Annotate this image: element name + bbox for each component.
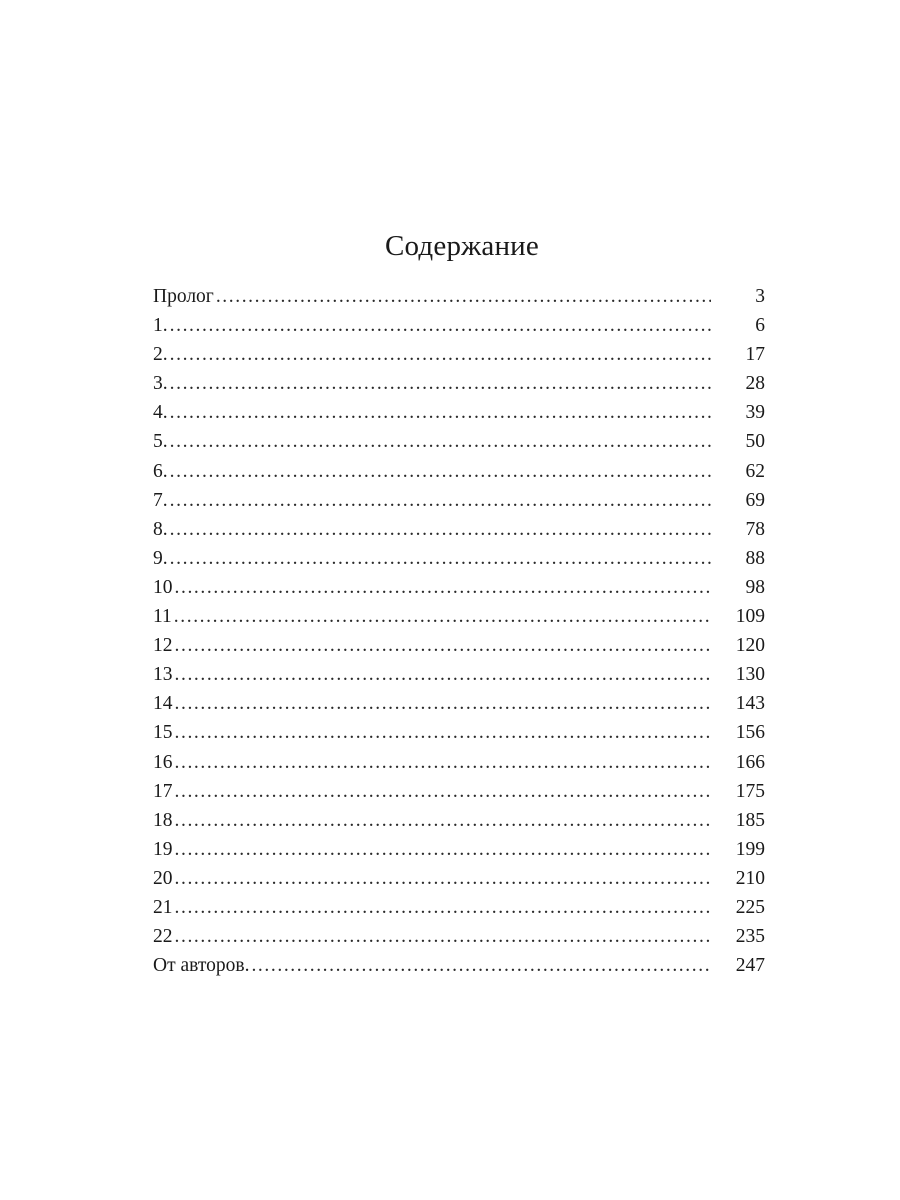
toc-entry-label: От авторов. <box>153 955 250 977</box>
dot-leader <box>175 893 712 922</box>
dot-leader <box>170 369 711 398</box>
dot-leader <box>175 631 712 660</box>
toc-entry-label: 15 <box>153 722 173 744</box>
toc-entry[interactable] <box>153 777 765 806</box>
dot-leader <box>216 282 711 311</box>
toc-entry-page-number: 120 <box>735 635 765 657</box>
toc-entry[interactable] <box>153 457 765 486</box>
toc-entry-page-number: 199 <box>735 838 765 860</box>
toc-entry-label: 19 <box>153 838 173 860</box>
dot-leader <box>175 835 712 864</box>
toc-entry-page-number: 175 <box>735 780 765 802</box>
toc-entry[interactable] <box>153 486 765 515</box>
toc-entry-page-number: 98 <box>745 576 765 598</box>
dot-leader <box>170 515 711 544</box>
toc-entry-label: 7. <box>153 489 168 511</box>
toc-entry[interactable] <box>153 602 765 631</box>
toc-entry-label: 6. <box>153 460 168 482</box>
toc-entry[interactable] <box>153 515 765 544</box>
toc-entry-label: 10 <box>153 576 173 598</box>
dot-leader <box>174 602 711 631</box>
toc-entry[interactable] <box>153 311 765 340</box>
toc-entry-label: 2. <box>153 344 168 366</box>
toc-entry-label: 18 <box>153 809 173 831</box>
toc-entry-page-number: 17 <box>745 344 765 366</box>
dot-leader <box>175 573 712 602</box>
dot-leader <box>170 486 711 515</box>
toc-entry-label: 14 <box>153 693 173 715</box>
toc-entry-label: 12 <box>153 635 173 657</box>
toc-entry-page-number: 78 <box>745 518 765 540</box>
toc-entry-page-number: 3 <box>755 286 765 307</box>
toc-entry[interactable] <box>153 340 765 369</box>
toc-entry[interactable] <box>153 951 765 980</box>
dot-leader <box>170 398 711 427</box>
toc-entry[interactable] <box>153 806 765 835</box>
toc-entry-label: 4. <box>153 402 168 424</box>
toc-entry[interactable] <box>153 864 765 893</box>
toc-entry[interactable] <box>153 922 765 951</box>
toc-entry-label: 22 <box>153 926 173 948</box>
toc-entry-page-number: 28 <box>745 373 765 395</box>
dot-leader <box>175 922 712 951</box>
dot-leader <box>175 718 712 747</box>
dot-leader <box>175 748 712 777</box>
toc-entry[interactable] <box>153 689 765 718</box>
dot-leader <box>175 660 712 689</box>
toc-entry-page-number: 69 <box>745 489 765 511</box>
toc-entry-label: 17 <box>153 780 173 802</box>
table-of-contents <box>153 282 765 980</box>
toc-entry[interactable] <box>153 660 765 689</box>
toc-entry-page-number: 225 <box>735 896 765 918</box>
toc-entry-page-number: 247 <box>735 955 765 977</box>
toc-entry[interactable] <box>153 398 765 427</box>
dot-leader <box>175 689 712 718</box>
toc-entry[interactable] <box>153 893 765 922</box>
toc-entry[interactable] <box>153 835 765 864</box>
dot-leader <box>175 806 712 835</box>
toc-entry-label: 13 <box>153 664 173 686</box>
toc-entry-label: 3. <box>153 373 168 395</box>
toc-entry-label: Пролог <box>153 286 214 307</box>
dot-leader <box>170 457 711 486</box>
dot-leader <box>175 777 712 806</box>
toc-entry-label: 9. <box>153 547 168 569</box>
dot-leader <box>170 311 711 340</box>
toc-entry-label: 20 <box>153 867 173 889</box>
toc-entry[interactable] <box>153 718 765 747</box>
toc-entry-label: 1. <box>153 315 168 337</box>
toc-entry[interactable] <box>153 282 765 311</box>
toc-entry-page-number: 62 <box>745 460 765 482</box>
toc-entry-label: 16 <box>153 751 173 773</box>
toc-entry-page-number: 39 <box>745 402 765 424</box>
toc-entry-label: 21 <box>153 896 173 918</box>
toc-entry-label: 5. <box>153 431 168 453</box>
toc-entry-page-number: 143 <box>735 693 765 715</box>
toc-entry[interactable] <box>153 427 765 456</box>
dot-leader <box>170 544 711 573</box>
toc-entry-page-number: 210 <box>735 867 765 889</box>
toc-entry[interactable] <box>153 544 765 573</box>
toc-entry-page-number: 6 <box>755 315 765 337</box>
toc-entry-label: 8. <box>153 518 168 540</box>
toc-entry-label: 11 <box>153 606 172 628</box>
toc-entry[interactable] <box>153 748 765 777</box>
page-title: Содержание <box>385 230 539 262</box>
toc-entry-page-number: 130 <box>735 664 765 686</box>
dot-leader <box>251 951 711 980</box>
dot-leader <box>170 427 711 456</box>
toc-entry-page-number: 88 <box>745 547 765 569</box>
dot-leader <box>170 340 711 369</box>
toc-entry-page-number: 166 <box>735 751 765 773</box>
toc-entry[interactable] <box>153 631 765 660</box>
toc-entry-page-number: 109 <box>735 606 765 628</box>
toc-entry[interactable] <box>153 369 765 398</box>
toc-entry-page-number: 50 <box>745 431 765 453</box>
toc-entry-page-number: 235 <box>735 926 765 948</box>
toc-entry-page-number: 185 <box>735 809 765 831</box>
dot-leader <box>175 864 712 893</box>
toc-entry-page-number: 156 <box>735 722 765 744</box>
toc-entry[interactable] <box>153 573 765 602</box>
